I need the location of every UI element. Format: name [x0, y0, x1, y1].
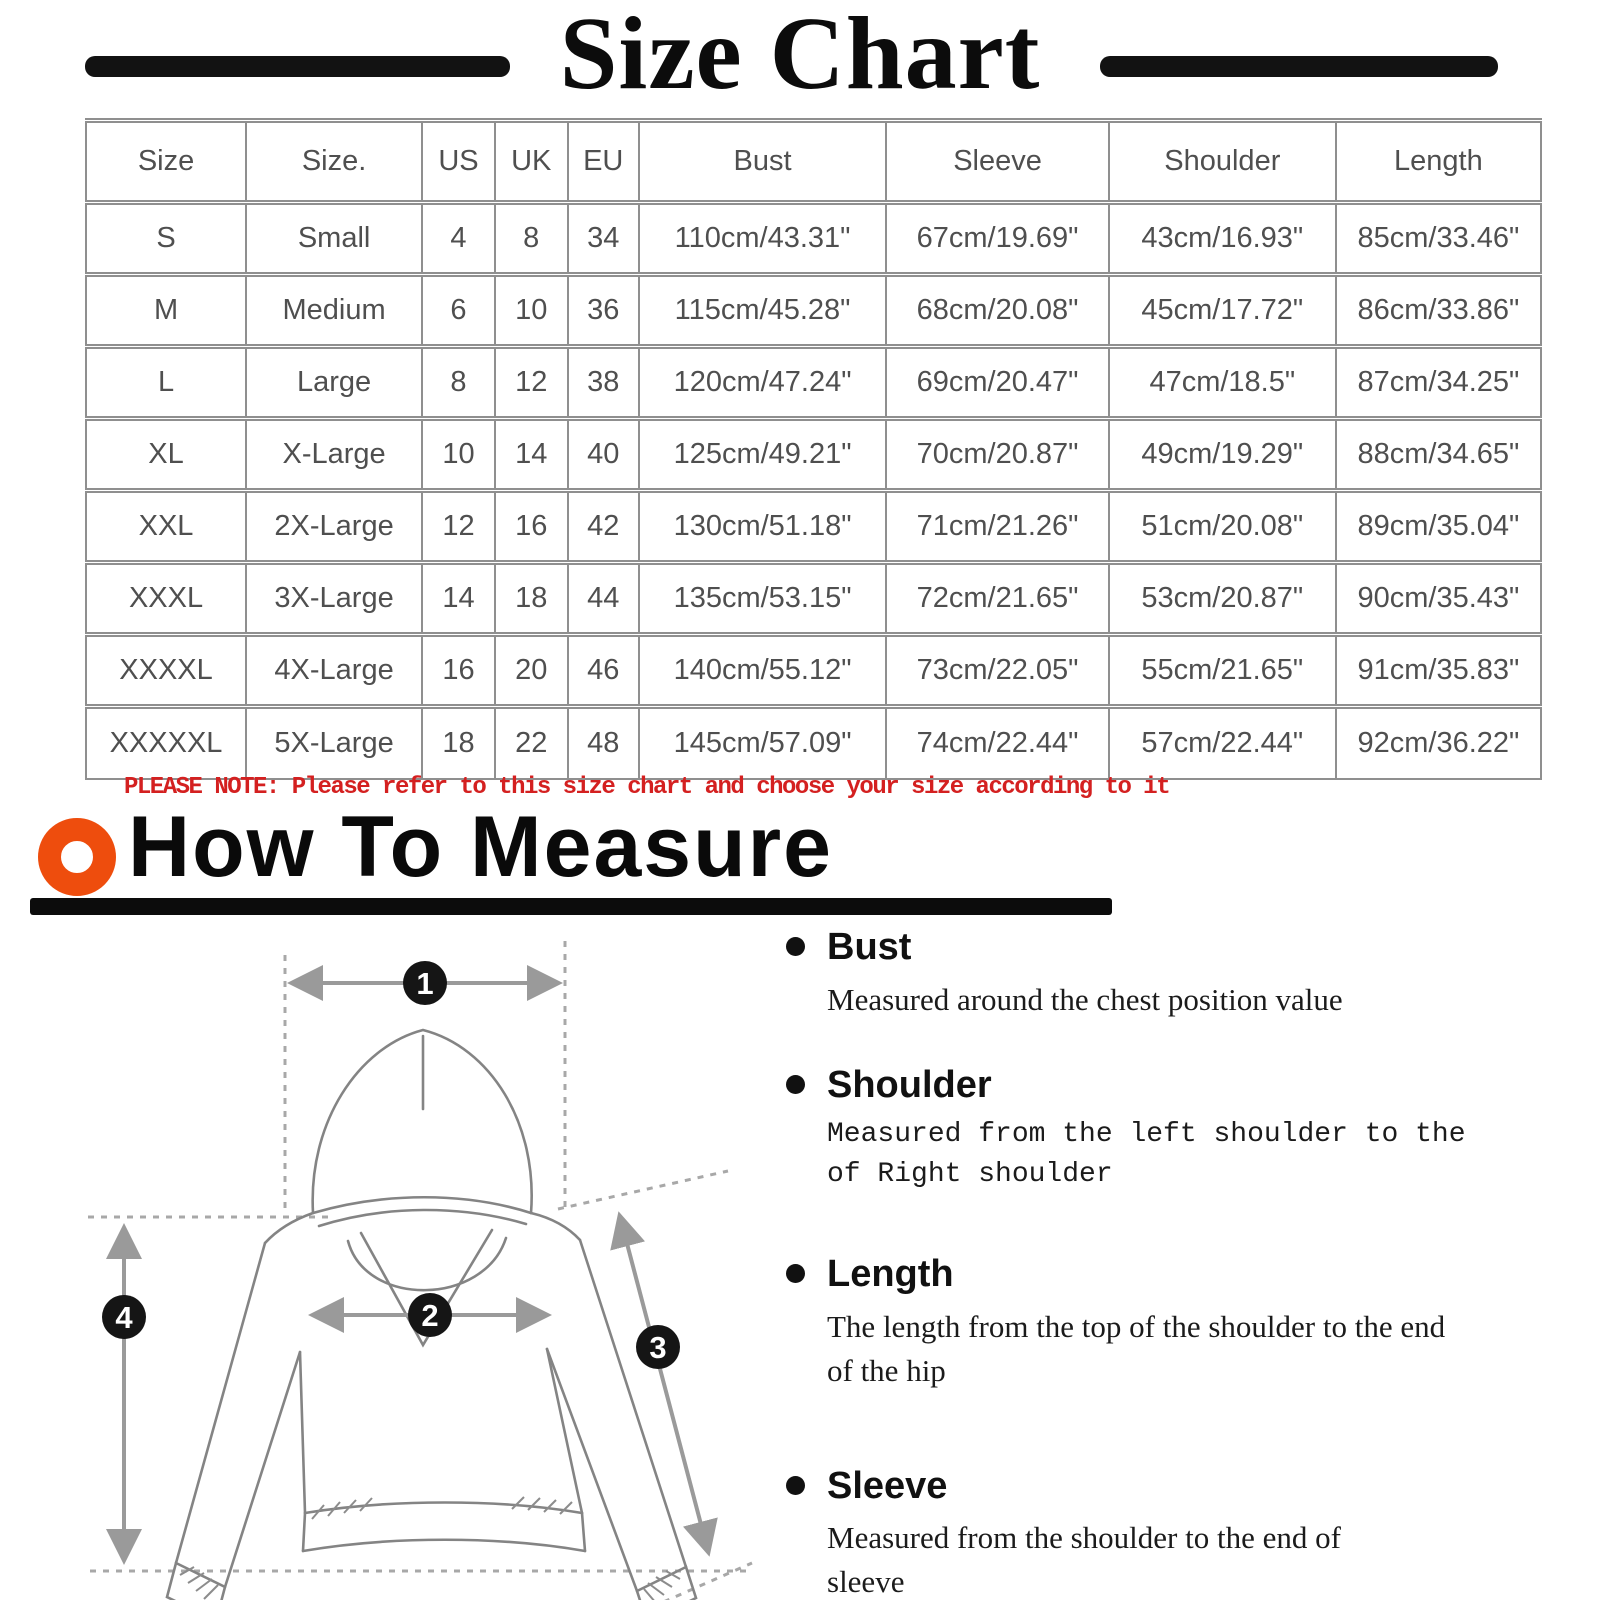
bullet-dot-icon	[786, 1264, 805, 1283]
cell-eu: 46	[568, 635, 639, 707]
cell-size: L	[86, 347, 246, 419]
column-header: Size.	[246, 121, 422, 203]
cell-bust: 135cm/53.15"	[639, 563, 886, 635]
table-row	[86, 419, 1541, 491]
measure-item-label: Shoulder	[827, 1063, 992, 1106]
measure-item-label: Bust	[827, 926, 912, 968]
table-row	[86, 491, 1541, 563]
measure-item	[786, 1253, 1586, 1393]
cell-sleeve: 67cm/19.69"	[886, 203, 1109, 275]
cell-size-name: 3X-Large	[246, 563, 422, 635]
cell-uk: 12	[495, 347, 568, 419]
cell-length: 86cm/33.86"	[1336, 275, 1541, 347]
cell-eu: 36	[568, 275, 639, 347]
measure-item-description: Measured from the left shoulder to the of Right shoulder	[827, 1119, 1466, 1191]
cell-uk: 20	[495, 635, 568, 707]
column-header: Sleeve	[886, 121, 1109, 203]
cell-bust: 115cm/45.28"	[639, 275, 886, 347]
cell-size: S	[86, 203, 246, 275]
how-to-measure-heading: How To Measure	[128, 799, 833, 895]
cell-shoulder: 49cm/19.29"	[1109, 419, 1336, 491]
table-row	[86, 563, 1541, 635]
column-header: Bust	[639, 121, 886, 203]
cell-bust: 110cm/43.31"	[639, 203, 886, 275]
measure-item	[786, 1064, 1586, 1195]
cell-sleeve: 72cm/21.65"	[886, 563, 1109, 635]
cell-size-name: Medium	[246, 275, 422, 347]
cell-bust: 125cm/49.21"	[639, 419, 886, 491]
measure-item-description: The length from the top of the shoulder to the end of the hip	[827, 1308, 1446, 1388]
size-table-header-row	[86, 121, 1541, 203]
marker-4: 4	[115, 1300, 133, 1335]
cell-length: 89cm/35.04"	[1336, 491, 1541, 563]
cell-size-name: 2X-Large	[246, 491, 422, 563]
cell-shoulder: 51cm/20.08"	[1109, 491, 1336, 563]
marker-3: 3	[649, 1330, 667, 1365]
size-table-body	[86, 203, 1541, 779]
column-header: Shoulder	[1109, 121, 1336, 203]
cell-eu: 34	[568, 203, 639, 275]
size-table	[85, 118, 1542, 780]
cell-size: XXXL	[86, 563, 246, 635]
cell-us: 14	[422, 563, 495, 635]
cell-uk: 10	[495, 275, 568, 347]
cell-us: 10	[422, 419, 495, 491]
ribbing-hatches	[180, 1497, 680, 1600]
cell-size: M	[86, 275, 246, 347]
cell-size-name: X-Large	[246, 419, 422, 491]
construction-lines	[88, 941, 752, 1600]
cell-eu: 44	[568, 563, 639, 635]
table-row	[86, 275, 1541, 347]
cell-length: 85cm/33.46"	[1336, 203, 1541, 275]
cell-length: 87cm/34.25"	[1336, 347, 1541, 419]
cell-sleeve: 69cm/20.47"	[886, 347, 1109, 419]
heading-underline-bar	[30, 898, 1112, 915]
measure-item-description: Measured around the chest position value	[827, 981, 1343, 1017]
measure-arrows	[124, 983, 708, 1559]
cell-us: 6	[422, 275, 495, 347]
bullet-dot-icon	[786, 1476, 805, 1495]
column-header: Length	[1336, 121, 1541, 203]
measure-item	[786, 926, 1586, 1022]
cell-sleeve: 68cm/20.08"	[886, 275, 1109, 347]
cell-size: XL	[86, 419, 246, 491]
cell-size-name: 5X-Large	[246, 707, 422, 779]
cell-length: 90cm/35.43"	[1336, 563, 1541, 635]
cell-bust: 145cm/57.09"	[639, 707, 886, 779]
bullet-dot-icon	[786, 1075, 805, 1094]
cell-shoulder: 55cm/21.65"	[1109, 635, 1336, 707]
cell-size: XXXXL	[86, 635, 246, 707]
cell-eu: 40	[568, 419, 639, 491]
measure-item-label: Sleeve	[827, 1464, 948, 1507]
column-header: EU	[568, 121, 639, 203]
measure-definitions	[786, 926, 1586, 1600]
size-note: PLEASE NOTE: Please refer to this size chart and choose your size according to it	[124, 774, 1170, 801]
cell-size: XXXXXL	[86, 707, 246, 779]
cell-us: 16	[422, 635, 495, 707]
cell-uk: 22	[495, 707, 568, 779]
bullet-dot-icon	[786, 937, 805, 956]
cell-uk: 16	[495, 491, 568, 563]
cell-shoulder: 53cm/20.87"	[1109, 563, 1336, 635]
cell-us: 8	[422, 347, 495, 419]
table-row	[86, 635, 1541, 707]
cell-length: 92cm/36.22"	[1336, 707, 1541, 779]
cell-size: XXL	[86, 491, 246, 563]
measure-markers	[102, 961, 680, 1369]
cell-uk: 18	[495, 563, 568, 635]
cell-eu: 38	[568, 347, 639, 419]
cell-sleeve: 74cm/22.44"	[886, 707, 1109, 779]
measure-item	[786, 1465, 1586, 1600]
marker-2: 2	[421, 1298, 439, 1333]
cell-eu: 48	[568, 707, 639, 779]
column-header: Size	[86, 121, 246, 203]
title-divider-right	[1100, 56, 1498, 77]
cell-eu: 42	[568, 491, 639, 563]
cell-us: 12	[422, 491, 495, 563]
table-row	[86, 347, 1541, 419]
cell-bust: 140cm/55.12"	[639, 635, 886, 707]
hoodie-measure-diagram	[60, 915, 780, 1600]
cell-us: 4	[422, 203, 495, 275]
marker-1: 1	[416, 966, 434, 1001]
column-header: UK	[495, 121, 568, 203]
column-header: US	[422, 121, 495, 203]
cell-size-name: 4X-Large	[246, 635, 422, 707]
cell-length: 88cm/34.65"	[1336, 419, 1541, 491]
cell-sleeve: 70cm/20.87"	[886, 419, 1109, 491]
cell-shoulder: 43cm/16.93"	[1109, 203, 1336, 275]
cell-sleeve: 71cm/21.26"	[886, 491, 1109, 563]
table-row	[86, 707, 1541, 779]
measure-item-description: Measured from the shoulder to the end of sleeve	[827, 1520, 1341, 1600]
cell-shoulder: 45cm/17.72"	[1109, 275, 1336, 347]
cell-bust: 130cm/51.18"	[639, 491, 886, 563]
cell-size-name: Small	[246, 203, 422, 275]
cell-length: 91cm/35.83"	[1336, 635, 1541, 707]
cell-bust: 120cm/47.24"	[639, 347, 886, 419]
cell-shoulder: 57cm/22.44"	[1109, 707, 1336, 779]
cell-uk: 14	[495, 419, 568, 491]
orange-ring-icon	[38, 818, 116, 896]
cell-shoulder: 47cm/18.5"	[1109, 347, 1336, 419]
measure-item-label: Length	[827, 1252, 954, 1295]
table-row	[86, 203, 1541, 275]
page-title: Size Chart	[559, 0, 1041, 111]
cell-uk: 8	[495, 203, 568, 275]
cell-size-name: Large	[246, 347, 422, 419]
cell-sleeve: 73cm/22.05"	[886, 635, 1109, 707]
cell-us: 18	[422, 707, 495, 779]
